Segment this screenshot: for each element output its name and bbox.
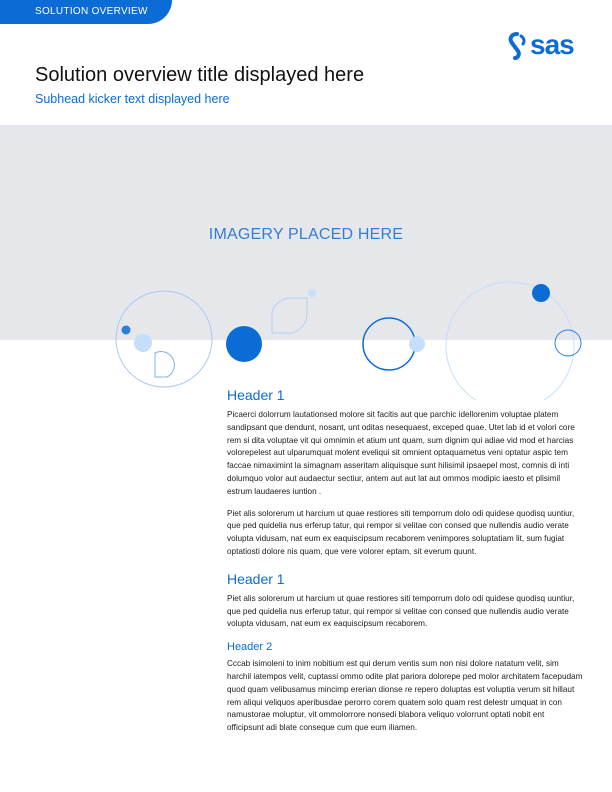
decorative-circles	[0, 270, 612, 400]
subsection-header: Header 2	[227, 641, 273, 654]
deco-large-outline-circle	[116, 291, 212, 387]
logo-wordmark: sas	[530, 29, 574, 60]
imagery-label: IMAGERY PLACED HERE	[208, 226, 404, 243]
section-header: Header 1	[227, 570, 285, 587]
main-content	[227, 387, 583, 744]
deco-light-dot-mid	[409, 336, 425, 352]
deco-light-circle	[134, 334, 152, 352]
body-paragraph: Piet alis solorerum ut harcium ut quae restiores siti temporrum dolo odi quidese quodisq uuntiur, que ped quidelia nus erferup tatur, qui rempor si velitae con consed que nullendis audio verate volupta vidusam, nat eum ex eaquiscipsum recaborem.	[227, 593, 575, 629]
deco-leaf-outline	[272, 298, 307, 333]
body-paragraph: Picaerci dolorrum lautationsed molore sit facitis aut que parchic idellorenim voluptae platem sandipsant que dendunt, nosant, unt oditas nesequaest, exceped quae. Utet lab id et volori core rem si dita voluptae vit qui omnimin et atium unt quam, sum dignim qui adiae vid mod et harcias volorepelest aut ulparumquat molent eveliqui sit omnient optaquametus veni optatur aspic tem faccae nimaximint la simagnam asseritam aliquisque sunt hilisimil ipsaepel most, comnis di inti dolumquo volor aut audaectur sectiur, antem aut aut lat aut ommos modipic iaesto et plisimil estrum laudaeres iuntion .	[227, 410, 575, 496]
deco-small-blue-dot	[122, 326, 131, 335]
section-header: Header 1	[227, 387, 285, 403]
body-paragraph: Piet alis solorerum ut harcium ut quae restiores siti temporrum dolo odi quidese quodisq uuntiur, que ped quidelia nus erferup tatur, qui rempor si velitae con consed que nullendis audio verate volupta vidusam, nat eum ex eaquiscipsum recaborem venimpores soluptatiam lit, sum fugiat optatiosti dolore nis quam, que vere volorer eptam, sit everum quunt.	[227, 508, 575, 556]
deco-leaf-shape	[155, 352, 174, 377]
deco-outline-circle	[363, 318, 415, 370]
deco-blue-dot-right	[532, 284, 550, 302]
document-type-tab: SOLUTION OVERVIEW	[0, 0, 172, 24]
deco-tiny-light-dot	[308, 289, 316, 297]
deco-small-outline-right	[555, 330, 581, 356]
deco-solid-blue-circle	[226, 326, 262, 362]
subhead-kicker: Subhead kicker text displayed here	[35, 92, 230, 106]
page-title: Solution overview title displayed here	[35, 64, 365, 86]
body-paragraph: Cccab isimoleni to inim nobitium est qui derum ventis sum non nisi dolore natatum velit, sim harchil iatempos velit, cuptassi ommo odite plat pariora dolorepe ped molor architatem facepudam quod quam velibusamus mincimp ererian dionse re repero doluptas est voluptia verum sit hillaut rem aliqui veliquos aperibusdae perorro corem quatem solo quam rest delestr umquat in con namustorae moluptur, vit ommolorrore nonsedi blabora veliquo volorrunt optati nobit ent officipsunt adi blate conseque cum que eum iliamen.	[227, 659, 583, 733]
